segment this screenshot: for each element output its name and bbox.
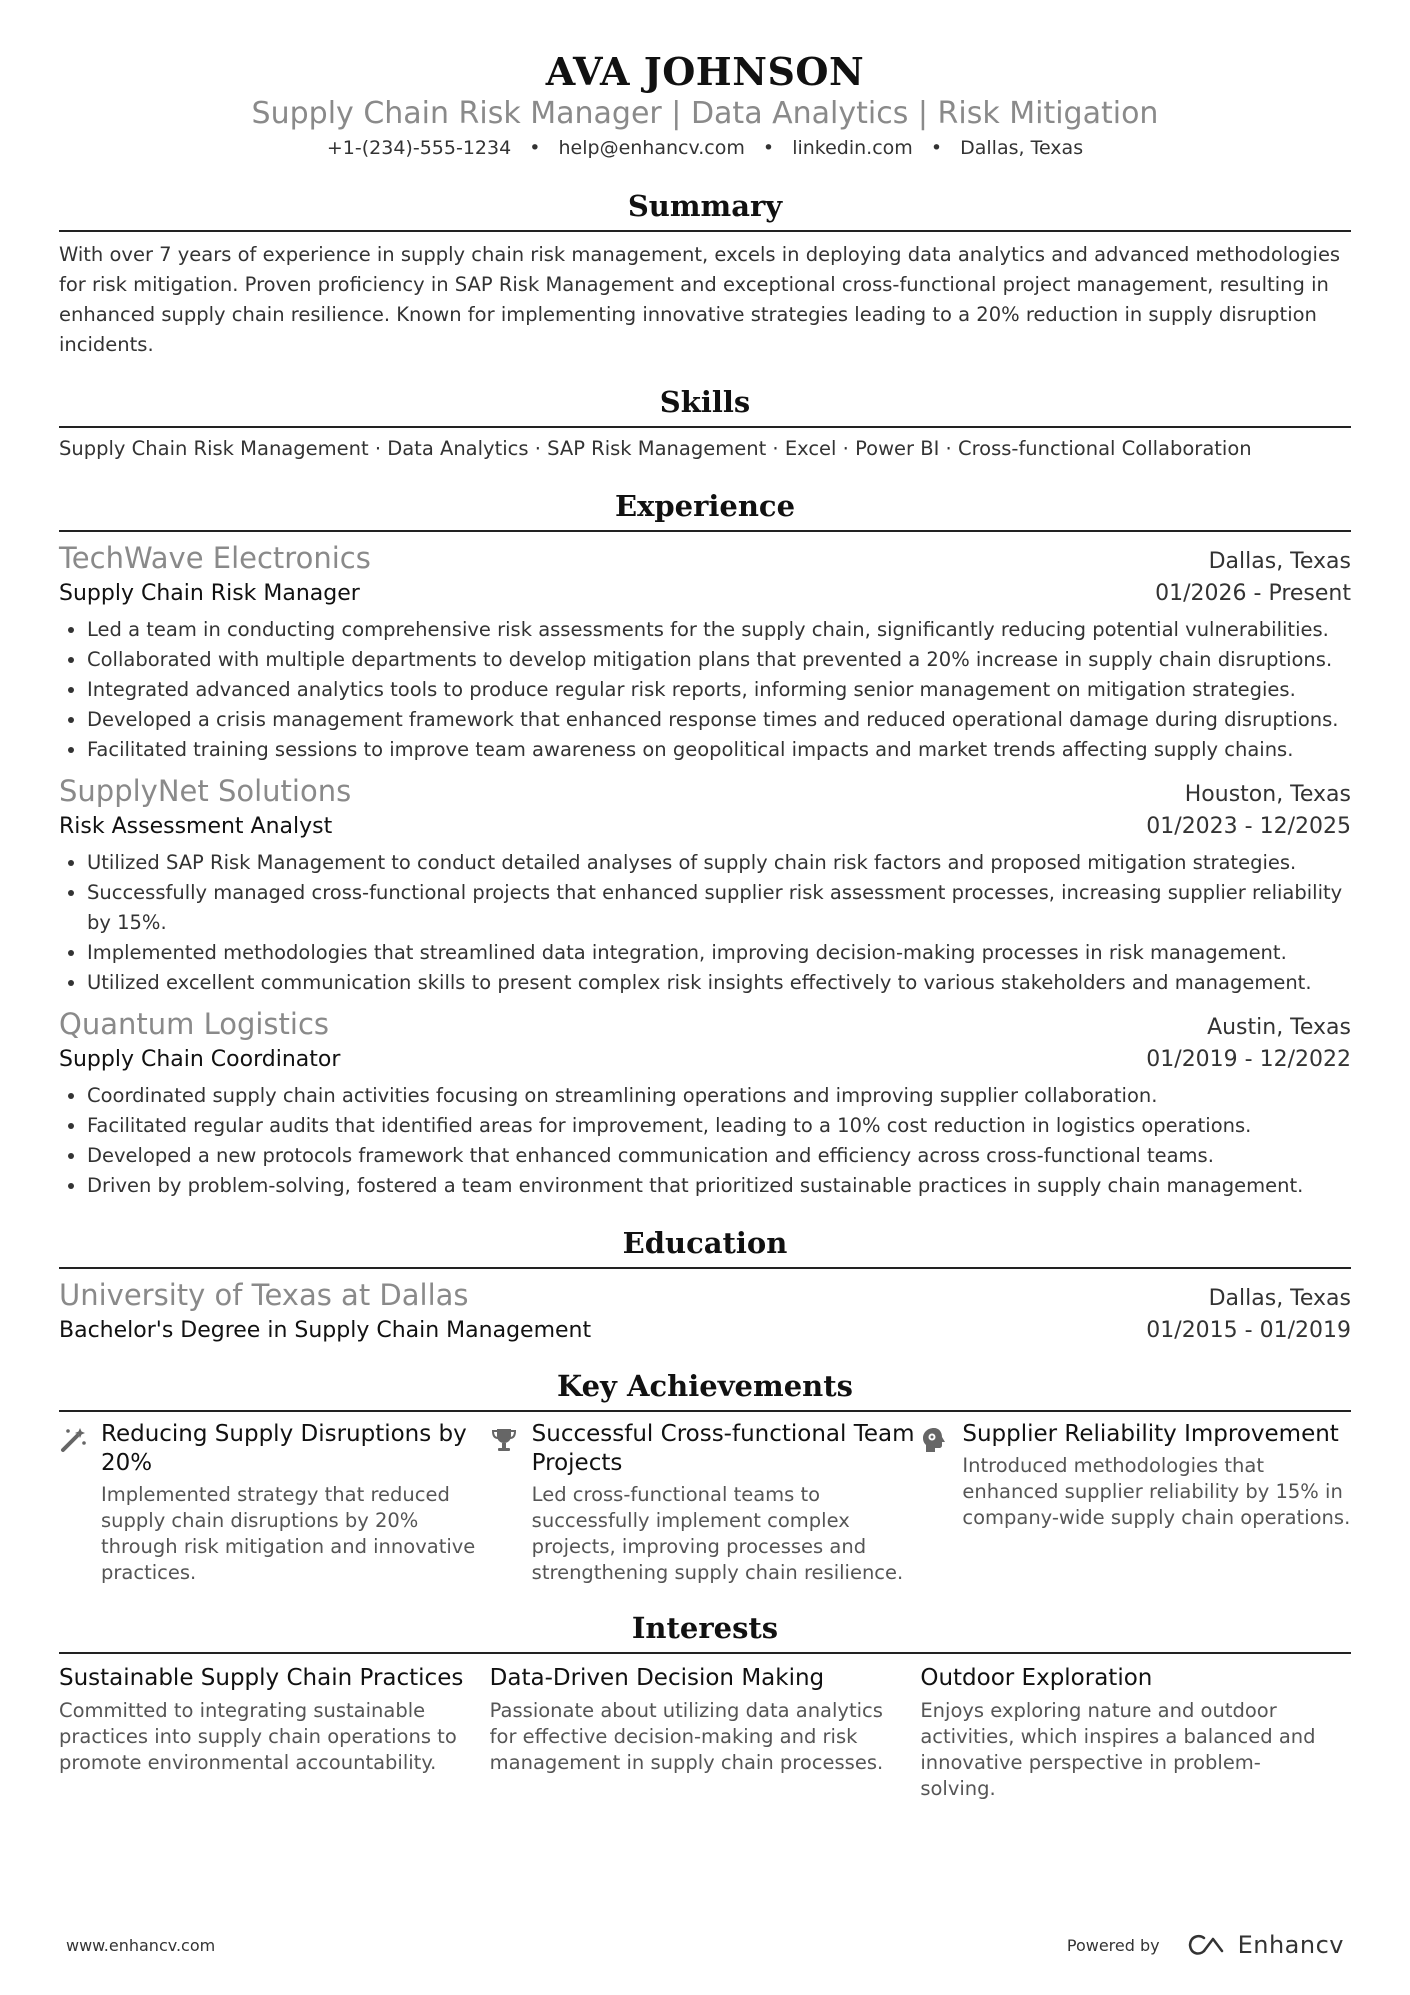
page-footer <box>66 1930 1344 1960</box>
summary-text: With over 7 years of experience in supply chain risk management, excels in deploying data analytics and advanced methodologies for risk mitigation. Proven proficiency in SAP Risk Management and exceptional cross-functional project management, resulting in enhanced supply chain resilience. Known for implementing innovative strategies leading to a 20% reduction in supply disruption incidents. <box>59 243 1341 356</box>
bullet-item: • Developed a new protocols framework that enhanced communication and efficiency across cross-functional teams. <box>87 1141 1351 1171</box>
bullet-item: • Driven by problem-solving, fostered a team environment that prioritized sustainable practices in supply chain management. <box>87 1171 1351 1201</box>
section-title-skills: Skills <box>59 382 1351 428</box>
interest-item <box>59 1662 490 1802</box>
school-location: Dallas, Texas <box>1208 1286 1351 1311</box>
bullet-item: • Facilitated training sessions to improve team awareness on geopolitical impacts and market trends affecting supply chains. <box>87 735 1351 765</box>
school-name: University of Texas at Dallas <box>59 1278 469 1312</box>
job-dates: 01/2023 - 12/2025 <box>1146 814 1351 839</box>
magic-wand-icon <box>59 1420 101 1586</box>
job-dates: 01/2019 - 12/2022 <box>1146 1047 1351 1072</box>
linkedin-link[interactable]: linkedin.com <box>792 137 913 159</box>
skills-list: Supply Chain Risk Management · Data Analytics · SAP Risk Management · Excel · Power BI · Cross-functional Collaboration <box>59 437 1252 460</box>
bullet-item: • Led a team in conducting comprehensive risk assessments for the supply chain, significantly reducing potential vulnerabilities. <box>87 615 1351 645</box>
interest-title: Outdoor Exploration <box>920 1665 1153 1691</box>
education-entry <box>59 1277 1351 1348</box>
job-entry <box>59 540 1351 765</box>
section-title-education: Education <box>59 1223 1351 1269</box>
degree-name: Bachelor's Degree in Supply Chain Management <box>59 1318 592 1343</box>
brain-head-icon <box>920 1420 962 1586</box>
achievement-desc: Implemented strategy that reduced supply chain disruptions by 20% through risk mitigation and innovative practices. <box>101 1483 476 1584</box>
job-location: Dallas, Texas <box>1208 549 1351 574</box>
brand-name[interactable]: Enhancv <box>1237 1931 1344 1959</box>
section-title-interests: Interests <box>59 1608 1351 1654</box>
company-name: TechWave Electronics <box>59 541 371 575</box>
job-bullets <box>59 848 1351 998</box>
summary-section <box>59 186 1351 360</box>
interest-item <box>920 1662 1351 1802</box>
bullet-item: • Utilized excellent communication skills to present complex risk insights effectively to various stakeholders and management. <box>87 968 1351 998</box>
education-section <box>59 1223 1351 1348</box>
interest-title: Sustainable Supply Chain Practices <box>59 1665 464 1691</box>
skills-section <box>59 382 1351 464</box>
resume-header <box>59 0 1351 162</box>
job-location: Austin, Texas <box>1207 1015 1351 1040</box>
bullet-item: • Collaborated with multiple departments to develop mitigation plans that prevented a 20% increase in supply chain disruptions. <box>87 645 1351 675</box>
powered-by-label: Powered by <box>1066 1935 1160 1955</box>
job-role: Supply Chain Risk Manager <box>59 581 360 606</box>
footer-website-link[interactable]: www.enhancv.com <box>66 1935 216 1955</box>
job-entry <box>59 1006 1351 1201</box>
achievement-item <box>490 1420 921 1586</box>
interest-desc: Passionate about utilizing data analytics for effective decision-making and risk management in supply chain processes. <box>489 1699 884 1774</box>
trophy-icon <box>490 1420 532 1586</box>
experience-section <box>59 486 1351 1201</box>
achievement-item <box>59 1420 490 1586</box>
job-bullets <box>59 615 1351 765</box>
candidate-name: AVA JOHNSON <box>545 49 865 94</box>
bullet-item: • Successfully managed cross-functional projects that enhanced supplier risk assessment processes, increasing supplier reliability by 15%. <box>87 878 1351 938</box>
achievement-title: Reducing Supply Disruptions by 20% <box>101 1421 467 1476</box>
job-role: Supply Chain Coordinator <box>59 1047 341 1072</box>
interests-section <box>59 1608 1351 1802</box>
achievement-desc: Introduced methodologies that enhanced supplier reliability by 15% in company-wide supply chain operations. <box>962 1454 1351 1529</box>
achievement-title: Supplier Reliability Improvement <box>962 1421 1339 1447</box>
achievement-title: Successful Cross-functional Team Projects <box>531 1421 915 1476</box>
email-link[interactable]: help@enhancv.com <box>558 137 745 159</box>
interest-desc: Enjoys exploring nature and outdoor activities, which inspires a balanced and innovative perspective in problem-solving. <box>920 1699 1316 1800</box>
achievement-desc: Led cross-functional teams to successfully implement complex projects, improving processes and strengthening supply chain resilience. <box>531 1483 904 1584</box>
job-role: Risk Assessment Analyst <box>59 814 333 839</box>
achievement-item <box>920 1420 1351 1586</box>
location-text: Dallas, Texas <box>960 137 1084 159</box>
section-title-experience: Experience <box>59 486 1351 532</box>
education-dates: 01/2015 - 01/2019 <box>1146 1318 1351 1343</box>
section-title-achievements: Key Achievements <box>59 1366 1351 1412</box>
contact-line <box>59 134 1351 162</box>
footer-branding <box>1067 1931 1344 1959</box>
achievements-grid <box>59 1420 1351 1586</box>
bullet-item: • Coordinated supply chain activities focusing on streamlining operations and improving supplier collaboration. <box>87 1081 1351 1111</box>
job-dates: 01/2026 - Present <box>1155 581 1351 606</box>
bullet-item: • Utilized SAP Risk Management to conduct detailed analyses of supply chain risk factors and proposed mitigation strategies. <box>87 848 1351 878</box>
separator-dot: • <box>529 137 541 159</box>
interest-title: Data-Driven Decision Making <box>489 1665 825 1691</box>
interest-item <box>490 1662 921 1802</box>
company-name: SupplyNet Solutions <box>59 774 352 808</box>
bullet-item: • Developed a crisis management framework that enhanced response times and reduced operational damage during disruptions. <box>87 705 1351 735</box>
interests-grid <box>59 1662 1351 1802</box>
phone-text: +1-(234)-555-1234 <box>326 137 512 159</box>
separator-dot: • <box>930 137 943 159</box>
job-entry <box>59 773 1351 998</box>
bullet-item: • Facilitated regular audits that identified areas for improvement, leading to a 10% cost reduction in logistics operations. <box>87 1111 1351 1141</box>
section-title-summary: Summary <box>59 186 1351 232</box>
candidate-headline: Supply Chain Risk Manager | Data Analytics | Risk Mitigation <box>251 96 1159 131</box>
company-name: Quantum Logistics <box>59 1007 330 1041</box>
separator-dot: • <box>762 137 775 159</box>
resume-page <box>59 0 1351 1802</box>
bullet-item: • Implemented methodologies that streamlined data integration, improving decision-making processes in risk management. <box>87 938 1351 968</box>
enhancv-logo-icon <box>1186 1934 1228 1956</box>
achievements-section <box>59 1366 1351 1586</box>
bullet-item: • Integrated advanced analytics tools to produce regular risk reports, informing senior management on mitigation strategies. <box>87 675 1351 705</box>
job-location: Houston, Texas <box>1184 782 1351 807</box>
interest-desc: Committed to integrating sustainable practices into supply chain operations to promote environmental accountability. <box>59 1699 457 1774</box>
job-bullets <box>59 1081 1351 1201</box>
